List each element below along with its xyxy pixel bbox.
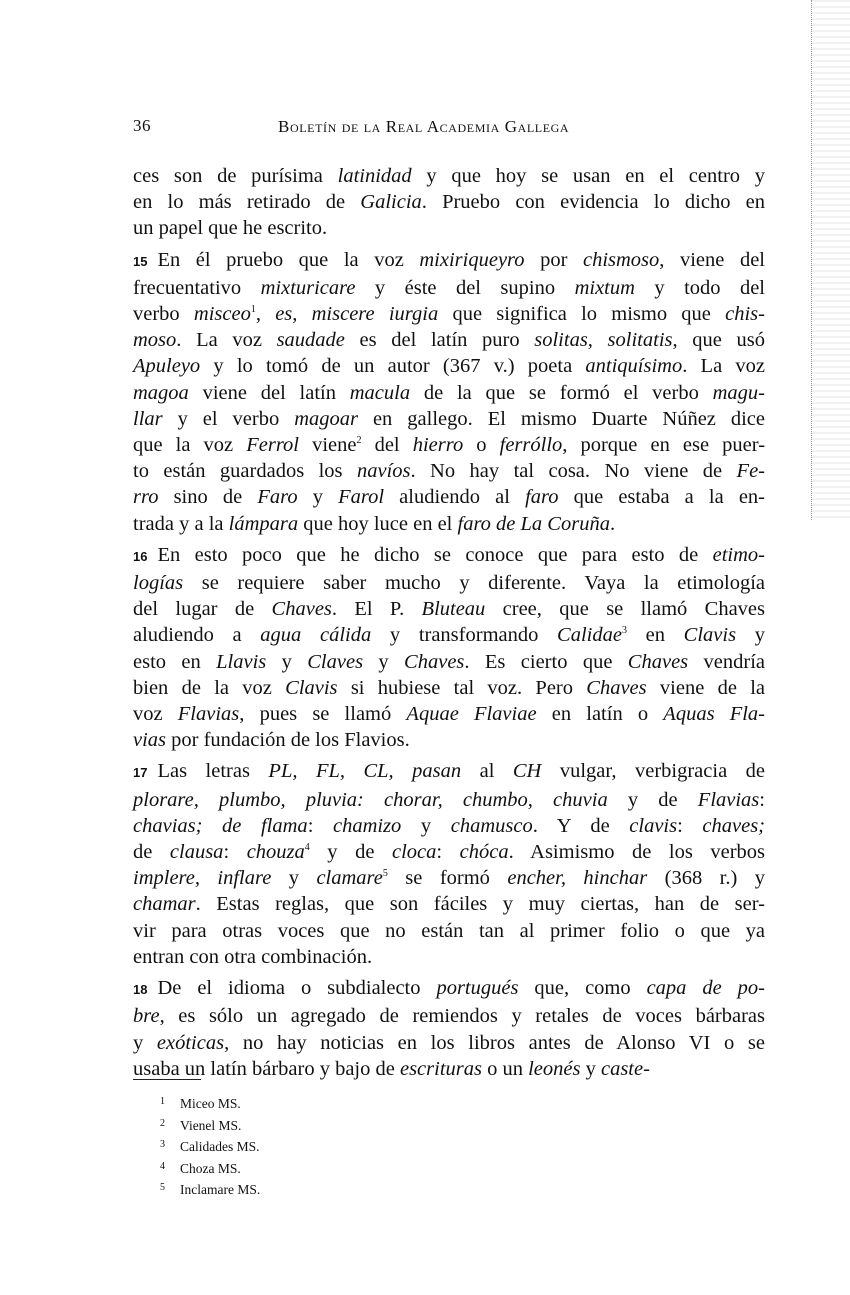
paragraph-intro <box>133 163 765 242</box>
footnote <box>160 1157 260 1179</box>
text-line: ces son de purísima latinidad y que hoy se usan en el centro y <box>133 165 765 187</box>
text-line: de clausa: chouza$^4$ y de cloca: chóca. Asimismo de los verbos <box>133 841 765 864</box>
text-line: chavias; de flama: chamizo y chamusco. Y de clavis: chaves; <box>133 814 766 837</box>
footnotes <box>160 1092 260 1200</box>
text-line: voz Flavias, pues se llamó Aquae Flaviae en latín o Aquas Fla- <box>133 703 766 726</box>
paragraph-17 <box>133 758 765 970</box>
text-line: Apuleyo y lo tomó de un autor (367 v.) poeta antiquísimo. La voz <box>133 355 765 378</box>
text-line: que la voz Ferrol viene$^2$ del hierro o ferróllo, porque en ese puer- <box>133 434 766 457</box>
text-line: un papel que he escrito. <box>133 217 328 240</box>
text-line: 16 En esto poco que he dicho se conoce que para esto de etimo- <box>133 543 765 566</box>
footnote-mark: 4 <box>160 1160 165 1172</box>
paragraph-16 <box>133 542 765 754</box>
body-text <box>133 163 765 1087</box>
text-line: to están guardados los navíos. No hay tal cosa. No viene de Fe- <box>133 460 765 483</box>
paragraph-number: 16 <box>133 548 148 564</box>
footnote-text: Choza MS. <box>180 1160 241 1176</box>
text-line: entran con otra combinación. <box>133 945 373 968</box>
text-line: 15 En él pruebo que la voz mixiriqueyro por chismoso, viene del <box>133 248 765 271</box>
paragraph-15 <box>133 247 765 537</box>
text-line: llar y el verbo magoar en gallego. El mismo Duarte Núñez dice <box>133 407 765 430</box>
page-number: 36 <box>133 116 151 135</box>
footnote <box>160 1114 260 1136</box>
footnote-mark: 2 <box>160 1117 165 1129</box>
footnote-text: Calidades MS. <box>180 1139 260 1154</box>
footnote <box>160 1178 260 1200</box>
text-line: rro sino de Faro y Farol aludiendo al faro que estaba a la en- <box>133 486 765 509</box>
text-line: 17 Las letras PL, FL, CL, pasan al CH vulgar, verbigracia de <box>133 760 765 783</box>
text-line: logías se requiere saber mucho y diferente. Vaya la etimología <box>133 572 765 595</box>
text-line: implere, inflare y clamare$^5$ se formó encher, hinchar (368 r.) y <box>133 867 765 890</box>
text-line: bre, es sólo un agregado de remiendos y retales de voces bárbaras <box>133 1005 765 1028</box>
footnote-text: Vienel MS. <box>180 1117 242 1133</box>
paragraph-number: 18 <box>133 982 148 998</box>
text-line: aludiendo a agua cálida y transformando Calidae$^3$ en Clavis y <box>133 624 766 647</box>
page-header <box>133 116 765 140</box>
text-line: esto en Llavis y Claves y Chaves. Es cierto que Chaves vendría <box>133 650 765 673</box>
footnote <box>160 1092 260 1114</box>
text-line: 18 De el idioma o subdialecto portugués que, como capa de po- <box>133 977 765 1000</box>
footnote-mark: 1 <box>160 1096 165 1107</box>
text-line: magoa viene del latín macula de la que se formó el verbo magu- <box>133 381 766 404</box>
text-line: verbo misceo$^1$, es, miscere iurgia que significa lo mismo que chis- <box>133 303 765 326</box>
text-line: trada y a la lámpara que hoy luce en el faro de La Coruña. <box>133 512 616 535</box>
text-line: bien de la voz Clavis si hubiese tal voz. Pero Chaves viene de la <box>133 676 765 699</box>
footnote-text: Inclamare MS. <box>180 1182 261 1197</box>
text-line: plorare, plumbo, pluvia: chorar, chumbo, chuvia y de Flavias: <box>133 788 765 811</box>
footnote-rule <box>133 1079 201 1080</box>
footnote-text: Miceo MS. <box>180 1096 241 1111</box>
text-line: del lugar de Chaves. El P. Bluteau cree, que se llamó Chaves <box>133 598 765 621</box>
paragraph-number: 17 <box>133 765 148 781</box>
text-line: vias por fundación de los Flavios. <box>133 729 410 752</box>
text-line: en lo más retirado de Galicia. Pruebo con evidencia lo dicho en <box>133 191 765 214</box>
text-line: moso. La voz saudade es del latín puro solitas, solitatis, que usó <box>133 329 765 352</box>
footnote <box>160 1135 260 1157</box>
text-line: frecuentativo mixturicare y éste del supino mixtum y todo del <box>133 276 766 299</box>
text-line: chamar. Estas reglas, que son fáciles y muy ciertas, han de ser- <box>133 893 765 916</box>
paragraph-number: 15 <box>133 253 148 269</box>
paragraph-18 <box>133 975 765 1082</box>
footnote-mark: 3 <box>160 1139 165 1150</box>
text-line: y exóticas, no hay noticias en los libros antes de Alonso VI o se <box>133 1031 766 1054</box>
scan-edge-artifact <box>811 0 850 520</box>
text-line: usaba un latín bárbaro y bajo de escrituras o un leonés y caste- <box>133 1057 650 1080</box>
text-line: vir para otras voces que no están tan al primer folio o que ya <box>133 919 765 942</box>
running-head: Boletín de la Real Academia Gallega <box>278 117 570 136</box>
footnote-mark: 5 <box>160 1182 165 1193</box>
